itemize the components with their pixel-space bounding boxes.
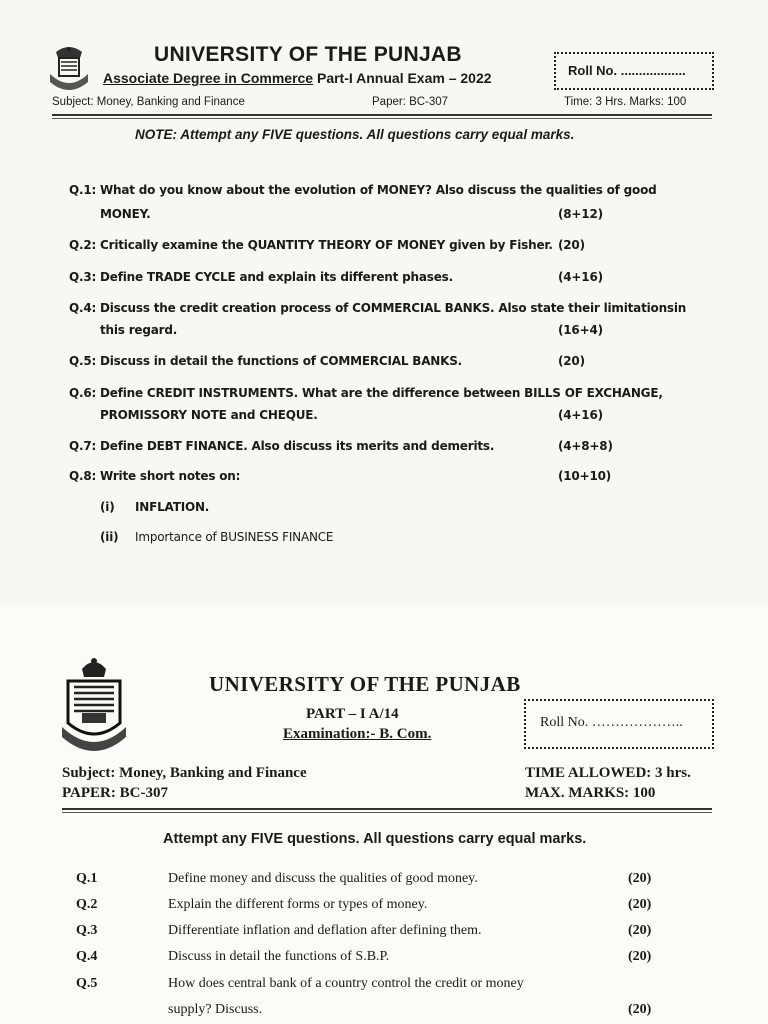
question-marks: (4+8+8) [558, 439, 613, 453]
question-text: Discuss the credit creation process of COMMERCIAL BANKS. Also state their limitationsin [100, 301, 687, 315]
subpart-number: (ii) [100, 530, 119, 544]
paper1-roll-number-box [554, 52, 714, 90]
paper2-roll-number-box [524, 699, 714, 749]
question-marks: (20) [628, 1002, 652, 1017]
university-crest-icon [58, 653, 130, 757]
question-text-continued: supply? Discuss. [168, 1002, 263, 1017]
question-marks: (8+12) [558, 207, 603, 221]
paper1-paper-code: Paper: BC-307 [372, 96, 449, 108]
question-text: Differentiate inflation and deflation after defining them. [168, 923, 482, 938]
question-number: Q.7: [69, 439, 97, 453]
question-number: Q.2: [69, 238, 97, 252]
question-number: Q.4 [76, 949, 98, 964]
paper2-header-rule [62, 808, 712, 810]
question-text-continued: MONEY. [100, 207, 151, 221]
paper1-header-rule-thin [52, 118, 712, 119]
question-marks: (10+10) [558, 469, 612, 483]
paper2-paper-code: PAPER: BC-307 [62, 785, 168, 801]
question-text-continued: PROMISSORY NOTE and CHEQUE. [100, 408, 318, 422]
question-number: Q.4: [69, 301, 97, 315]
question-marks: (16+4) [558, 323, 603, 337]
question-number: Q.3: [69, 270, 97, 284]
question-number: Q.3 [76, 923, 98, 938]
question-number: Q.5: [69, 354, 97, 368]
question-text: Define money and discuss the qualities of good money. [168, 871, 478, 886]
paper2-header-rule-thin [62, 812, 712, 813]
paper2-examination: Examination:- B. Com. [283, 726, 432, 742]
paper2-instructions: Attempt any FIVE questions. All questions carry equal marks. [163, 831, 587, 847]
paper2-subject: Subject: Money, Banking and Finance [62, 765, 307, 781]
question-number: Q.1: [69, 183, 97, 197]
paper2-roll-number-label: Roll No. ……………….. [540, 715, 683, 730]
university-crest-icon [44, 44, 94, 96]
question-marks: (20) [628, 949, 652, 964]
question-marks: (20) [628, 923, 652, 938]
paper1-instructions: NOTE: Attempt any FIVE questions. All questions carry equal marks. [135, 127, 575, 142]
question-text: Write short notes on: [100, 469, 241, 483]
question-text: Define TRADE CYCLE and explain its different phases. [100, 270, 453, 284]
question-text: What do you know about the evolution of MONEY? Also discuss the qualities of good [100, 183, 657, 197]
question-text: Define CREDIT INSTRUMENTS. What are the difference between BILLS OF EXCHANGE, [100, 386, 663, 400]
question-marks: (20) [628, 897, 652, 912]
paper1-exam-name: Part-I Annual Exam – 2022 [313, 70, 492, 86]
question-text: Discuss in detail the functions of S.B.P. [168, 949, 390, 964]
paper1-university-title: UNIVERSITY OF THE PUNJAB [154, 43, 462, 66]
question-text: How does central bank of a country control the credit or money [168, 976, 524, 991]
question-number: Q.2 [76, 897, 98, 912]
paper2-time-allowed: TIME ALLOWED: 3 hrs. [525, 765, 691, 781]
question-number: Q.8: [69, 469, 97, 483]
subpart-text: INFLATION. [135, 500, 210, 514]
paper2-university-title: UNIVERSITY OF THE PUNJAB [209, 672, 521, 696]
question-text: Explain the different forms or types of money. [168, 897, 428, 912]
paper1-exam-subtitle [103, 70, 492, 86]
question-number: Q.1 [76, 871, 98, 886]
question-text: Critically examine the QUANTITY THEORY OF MONEY given by Fisher. [100, 238, 553, 252]
question-number: Q.5 [76, 976, 98, 991]
exam-paper-bcom [0, 605, 768, 1024]
question-marks: (20) [558, 354, 585, 368]
subpart-text: Importance of BUSINESS FINANCE [135, 530, 334, 544]
question-marks: (20) [628, 871, 652, 886]
paper2-max-marks: MAX. MARKS: 100 [525, 785, 656, 801]
question-number: Q.6: [69, 386, 97, 400]
question-text: Define DEBT FINANCE. Also discuss its merits and demerits. [100, 439, 495, 453]
paper1-subject: Subject: Money, Banking and Finance [52, 96, 245, 108]
paper2-part-code: PART – I A/14 [306, 706, 399, 722]
question-marks: (4+16) [558, 408, 603, 422]
question-text: Discuss in detail the functions of COMMERCIAL BANKS. [100, 354, 463, 368]
paper1-header-rule [52, 114, 712, 116]
paper1-roll-number-label: Roll No. .................. [568, 63, 686, 78]
question-marks: (4+16) [558, 270, 603, 284]
question-marks: (20) [558, 238, 585, 252]
paper1-time-marks: Time: 3 Hrs. Marks: 100 [564, 96, 687, 108]
question-text-continued: this regard. [100, 323, 178, 337]
paper1-degree-name: Associate Degree in Commerce [103, 70, 314, 86]
subpart-number: (i) [100, 500, 115, 514]
